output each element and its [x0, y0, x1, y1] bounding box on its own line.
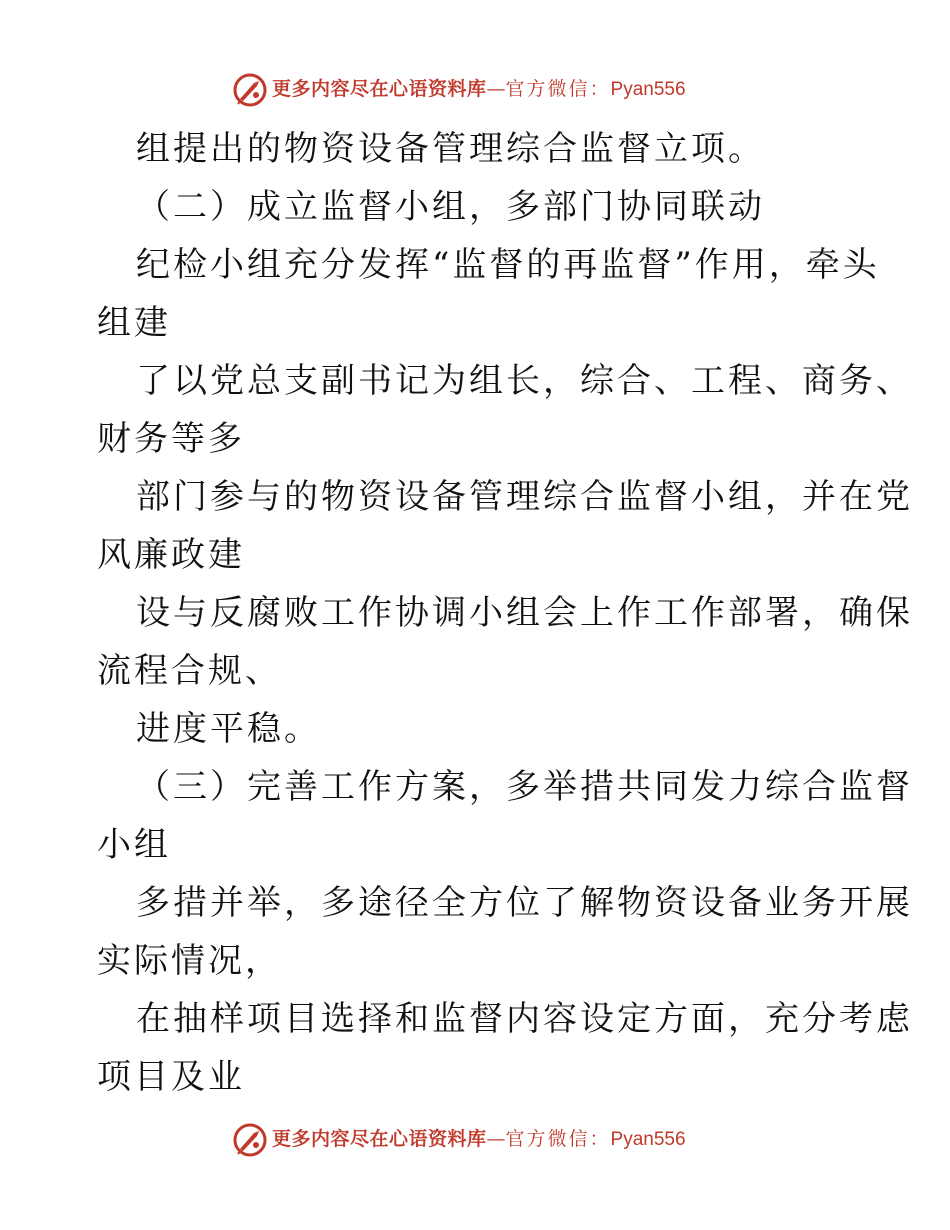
text-line: 在抽样项目选择和监督内容设定方面，充分考虑	[136, 999, 913, 1039]
banner-dash: —	[486, 78, 506, 100]
banner-dash: —	[486, 1128, 506, 1150]
banner-wechat-id: Pyan556	[610, 1129, 686, 1150]
text-line: 多措并举，多途径全方位了解物资设备业务开展	[136, 883, 913, 923]
text-line: 流程合规、	[97, 651, 282, 691]
banner-wechat-id: Pyan556	[610, 79, 686, 100]
text-line: 风廉政建	[97, 535, 245, 575]
text-line: 组建	[97, 303, 171, 343]
text-line: 进度平稳。	[136, 709, 321, 749]
header-banner	[0, 70, 950, 110]
text-line: 项目及业	[97, 1057, 245, 1097]
banner-text	[272, 1124, 686, 1155]
text-line: 实际情况，	[97, 941, 282, 981]
quill-pen-logo-icon	[232, 1122, 268, 1158]
text-line: 部门参与的物资设备管理综合监督小组，并在党	[136, 477, 913, 517]
banner-text	[272, 74, 686, 105]
text-line: 纪检小组充分发挥“监督的再监督”作用，牵头	[136, 245, 880, 285]
text-line: （二）成立监督小组，多部门协同联动	[136, 187, 765, 227]
quill-pen-logo-icon	[232, 72, 268, 108]
banner-wechat-label: 官方微信：	[505, 1128, 611, 1150]
text-line: 小组	[97, 825, 171, 865]
text-line: （三）完善工作方案，多举措共同发力综合监督	[136, 767, 913, 807]
text-line: 了以党总支副书记为组长，综合、工程、商务、	[136, 361, 913, 401]
banner-main-text: 更多内容尽在心语资料库	[272, 78, 487, 100]
banner-main-text: 更多内容尽在心语资料库	[272, 1128, 487, 1150]
text-line: 财务等多	[97, 419, 245, 459]
footer-banner	[0, 1120, 950, 1160]
text-line: 组提出的物资设备管理综合监督立项。	[136, 129, 765, 169]
banner-wechat-label: 官方微信：	[505, 78, 611, 100]
text-line: 设与反腐败工作协调小组会上作工作部署，确保	[136, 593, 913, 633]
